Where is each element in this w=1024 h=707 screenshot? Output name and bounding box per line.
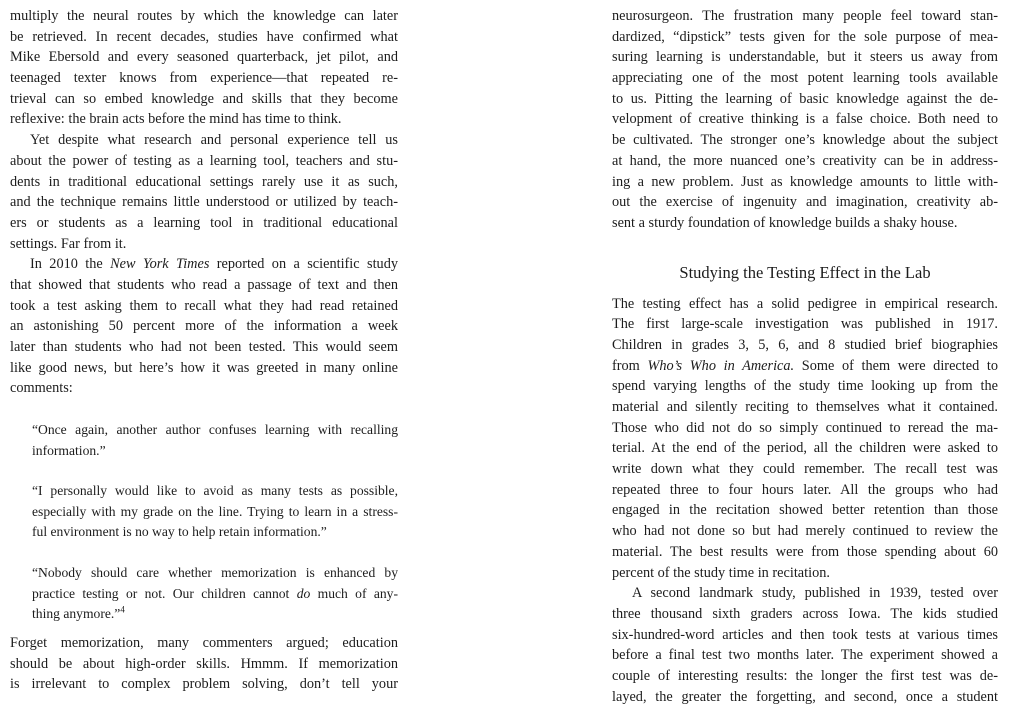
text-line: engaged in the recitation showed better retention than those xyxy=(612,502,998,519)
text-run: thing anymore.” xyxy=(32,606,121,622)
text-line: percent of the study time in recitation. xyxy=(612,564,830,581)
text-run: much of any- xyxy=(310,585,398,601)
paragraph-2 xyxy=(612,294,998,584)
text-line: be retrieved. In recent decades, studies have confirmed what xyxy=(10,28,398,45)
left-page xyxy=(10,0,398,695)
text-line: Mike Ebersold and every seasoned quarterback, jet pilot, and xyxy=(10,49,398,66)
text-run: practice testing or not. Our children cannot xyxy=(32,585,297,601)
text-line: who had not done so but had merely continued to review the xyxy=(612,523,998,540)
text-line: at hand, the more nuanced one’s creativity can be in address- xyxy=(612,152,998,169)
book-title: Who’s Who in America. xyxy=(647,357,795,374)
text-line: couple of interesting results: the longer the first test was de- xyxy=(612,667,998,684)
text-line xyxy=(32,584,398,605)
right-page xyxy=(612,0,998,707)
text-line: especially with my grade on the line. Trying to learn in a stress- xyxy=(32,503,398,519)
text-line: should be about high-order skills. Hmmm. If memorization xyxy=(10,655,398,672)
text-line: to us. Pitting the learning of basic knowledge against the de- xyxy=(612,90,998,107)
text-line: suring learning is understandable, but it steers us away from xyxy=(612,49,998,66)
text-line: The testing effect has a solid pedigree in empirical research. xyxy=(612,295,998,312)
text-line: “Once again, another author confuses learning with recalling xyxy=(32,422,398,438)
text-line: and the technique remains little understood or utilized by teach- xyxy=(10,194,398,211)
paragraph-3 xyxy=(612,583,998,707)
text-line: ful environment is no way to help retain information.” xyxy=(32,524,327,540)
text-line: be cultivated. The stronger one’s knowledge about the subject xyxy=(612,132,998,149)
paragraph-2 xyxy=(10,130,398,254)
text-line: A second landmark study, published in 1939, tested over xyxy=(632,585,998,602)
text-line: multiply the neural routes by which the knowledge can later xyxy=(10,8,398,24)
text-line: ing a new problem. Just as knowledge amounts to little with- xyxy=(612,173,998,190)
text-line: spend varying lengths of the study time looking up from the xyxy=(612,378,998,395)
quote-3 xyxy=(10,563,398,625)
text-line: layed, the greater the forgetting, and second, once a student xyxy=(612,688,998,705)
text-line: three thousand sixth graders across Iowa. The kids studied xyxy=(612,605,998,622)
text-run: reported on a scientific study xyxy=(209,256,398,273)
text-line: Yet despite what research and personal experience tell us xyxy=(30,132,398,149)
text-line xyxy=(10,254,398,275)
text-line: is irrelevant to complex problem solving, don’t tell your xyxy=(10,676,398,693)
text-line: dents in traditional educational settings rarely use it as such, xyxy=(10,173,398,190)
text-line: sent a sturdy foundation of knowledge builds a shaky house. xyxy=(612,214,958,231)
endnote-marker: 4 xyxy=(120,604,125,615)
text-line: “Nobody should care whether memorization is enhanced by xyxy=(32,565,398,581)
text-line: later than students who had not been tested. This would seem xyxy=(10,339,398,355)
text-line: write down what they could remember. The recall test was xyxy=(612,461,998,478)
quote-1 xyxy=(10,420,398,461)
text-line: settings. Far from it. xyxy=(10,235,127,252)
paragraph-4 xyxy=(10,633,398,695)
text-line: neurosurgeon. The frustration many people feel toward stan- xyxy=(612,8,998,24)
text-line: took a test asking them to recall what they had read retained xyxy=(10,297,398,314)
text-line: repeated three to four hours later. All the groups who had xyxy=(612,481,998,498)
text-line: six-hundred-word articles and then took tests at various times xyxy=(612,626,998,643)
text-line: Children in grades 3, 5, 6, and 8 studied brief biographies xyxy=(612,336,998,353)
emphasis: do xyxy=(296,585,311,601)
text-run: from xyxy=(612,357,648,374)
text-run: In 2010 the xyxy=(30,256,111,273)
paragraph-1 xyxy=(612,0,998,234)
text-line xyxy=(612,356,998,377)
text-line: appreciating one of the most potent learning tools available xyxy=(612,70,998,87)
text-line: out the exercise of ingenuity and imagination, creativity ab- xyxy=(612,194,998,211)
text-line: information.” xyxy=(32,442,106,458)
text-line: terial. At the end of the period, all the children were asked to xyxy=(612,440,998,457)
paragraph-1 xyxy=(10,0,398,130)
text-line xyxy=(32,604,398,625)
text-line: material and silently reciting to themselves what it contained. xyxy=(612,399,998,415)
quote-2 xyxy=(10,481,398,543)
text-line: that showed that students who read a passage of text and then xyxy=(10,276,398,293)
text-line: The first large-scale investigation was published in 1917. xyxy=(612,316,998,333)
text-line: reflexive: the brain acts before the mind has time to think. xyxy=(10,111,342,128)
text-run: Some of them were directed to xyxy=(794,357,998,374)
text-line: Those who did not do so simply continued to reread the ma- xyxy=(612,419,998,436)
paragraph-3 xyxy=(10,254,398,399)
text-line: comments: xyxy=(10,380,73,397)
text-line: velopment of creative thinking is a false choice. Both need to xyxy=(612,111,998,128)
text-line: ers or students as a learning tool in traditional educational xyxy=(10,214,398,231)
text-line: like good news, but here’s how it was greeted in many online xyxy=(10,359,398,376)
text-line: material. The best results were from those spending about 60 xyxy=(612,543,998,560)
text-line: trieval can so embed knowledge and skills that they become xyxy=(10,90,398,107)
section-heading: Studying the Testing Effect in the Lab xyxy=(679,262,931,282)
text-line: teenaged texter knows from experience—that repeated re- xyxy=(10,70,398,87)
text-line: before a final test two months later. The experiment showed a xyxy=(612,647,998,664)
newspaper-title: New York Times xyxy=(110,256,210,273)
text-line: about the power of testing as a learning tool, teachers and stu- xyxy=(10,152,398,169)
text-line: Forget memorization, many commenters argued; education xyxy=(10,634,398,651)
text-line: “I personally would like to avoid as many tests as possible, xyxy=(32,483,398,499)
text-line: dardized, “dipstick” tests given for the sole purpose of mea- xyxy=(612,28,998,45)
text-line: an astonishing 50 percent more of the information a week xyxy=(10,318,398,335)
